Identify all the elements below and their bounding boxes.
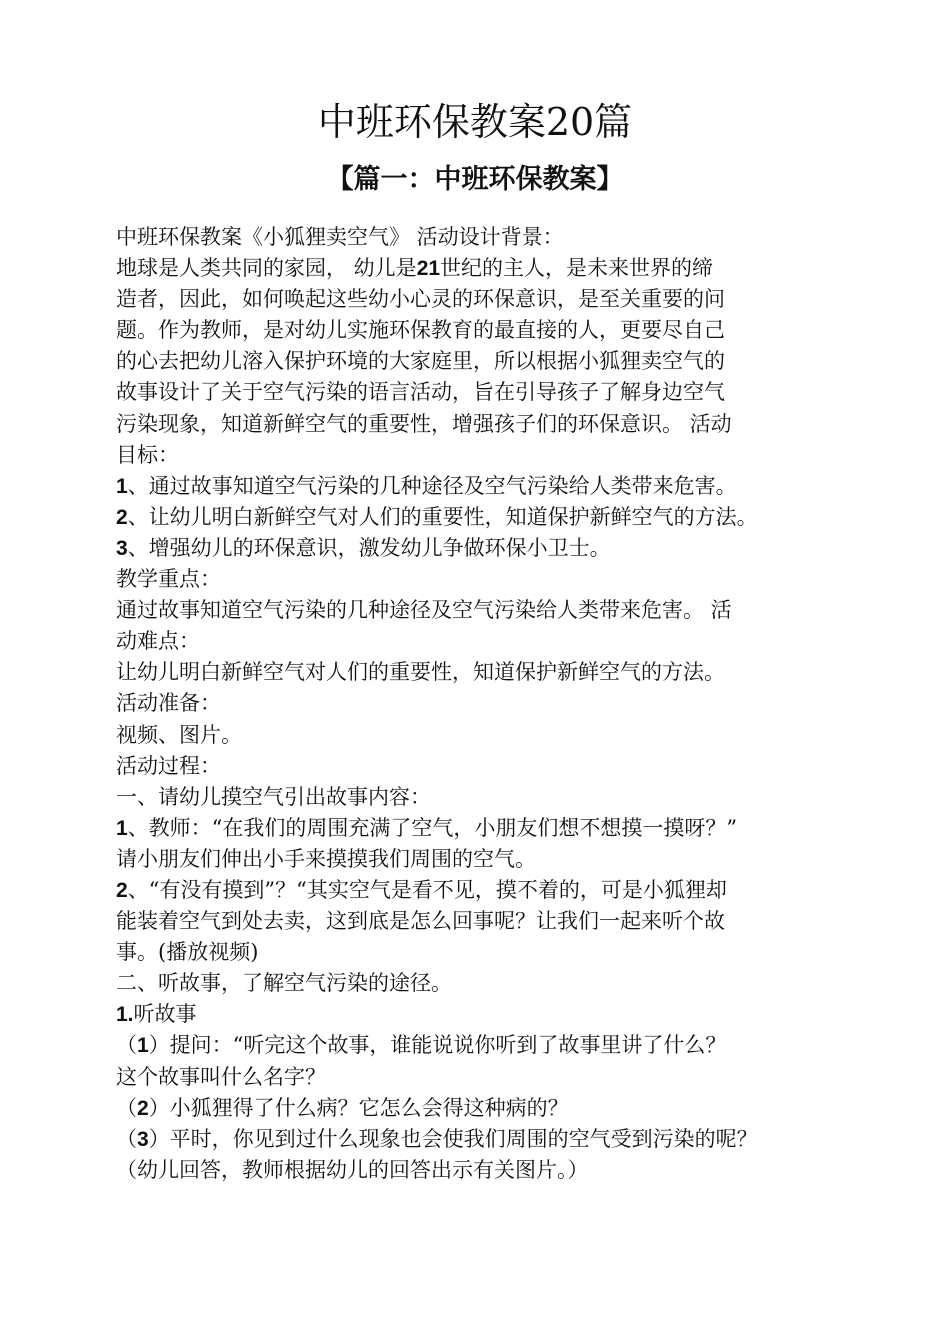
body-line: 目标： [116, 442, 179, 467]
body-line: 这个故事叫什么名字？ [116, 1064, 326, 1089]
body-line: 能装着空气到处去卖，这到底是怎么回事呢？让我们一起来听个故 [116, 909, 725, 934]
body-line: 动难点： [116, 629, 200, 654]
body-line: （2）小狐狸得了什么病？它怎么会得这种病的？ [116, 1095, 569, 1120]
body-line: 故事设计了关于空气污染的语言活动，旨在引导孩子了解身边空气 [116, 380, 725, 405]
body-line: 污染现象，知道新鲜空气的重要性，增强孩子们的环保意识。 活动 [116, 411, 732, 436]
body-line: 中班环保教案《小狐狸卖空气》 活动设计背景： [116, 225, 564, 249]
body-line: 通过故事知道空气污染的几种途径及空气污染给人类带来危害。 活 [116, 598, 732, 623]
body-line: 题。作为教师，是对幼儿实施环保教育的最直接的人，更要尽自己 [116, 318, 725, 343]
document-body [116, 222, 876, 1186]
body-line: 视频、图片。 [116, 722, 242, 747]
document-title: 中班环保教案20篇 [317, 100, 633, 144]
body-line: 地球是人类共同的家园， 幼儿是21世纪的主人，是未来世界的缔 [116, 256, 714, 281]
body-line: 活动准备： [116, 691, 221, 716]
body-line: 1.听故事 [116, 1002, 197, 1027]
body-line: （1）提问：“听完这个故事，谁能说说你听到了故事里讲了什么？ [116, 1033, 727, 1058]
body-line: 3、增强幼儿的环保意识，激发幼儿争做环保小卫士。 [116, 535, 611, 560]
body-line: 1、通过故事知道空气污染的几种途径及空气污染给人类带来危害。 [116, 473, 737, 498]
body-line: 2、让幼儿明白新鲜空气对人们的重要性，知道保护新鲜空气的方法。 [116, 504, 758, 529]
body-line: 活动过程： [116, 753, 221, 778]
body-line: 一、请幼儿摸空气引出故事内容： [116, 784, 431, 809]
body-line: 让幼儿明白新鲜空气对人们的重要性，知道保护新鲜空气的方法。 [116, 660, 725, 685]
body-line: 教学重点： [116, 567, 221, 592]
body-line: 的心去把幼儿溶入保护环境的大家庭里，所以根据小狐狸卖空气的 [116, 349, 725, 374]
body-line: 二、听故事，了解空气污染的途径。 [116, 971, 452, 996]
body-line: （幼儿回答，教师根据幼儿的回答出示有关图片。） [116, 1157, 589, 1182]
body-line: 请小朋友们伸出小手来摸摸我们周围的空气。 [116, 846, 536, 871]
body-line: 造者，因此，如何唤起这些幼小心灵的环保意识，是至关重要的问 [116, 287, 725, 312]
body-line: 2、“有没有摸到”？“其实空气是看不见，摸不着的，可是小狐狸却 [116, 877, 727, 902]
body-line: 事。(播放视频) [116, 940, 259, 965]
section-heading: 【篇一：中班环保教案】 [326, 164, 624, 195]
body-line: 1、教师：“在我们的周围充满了空气，小朋友们想不想摸一摸呀？” [116, 815, 738, 840]
body-line: （3）平时，你见到过什么现象也会使我们周围的空气受到污染的呢？ [116, 1126, 758, 1151]
